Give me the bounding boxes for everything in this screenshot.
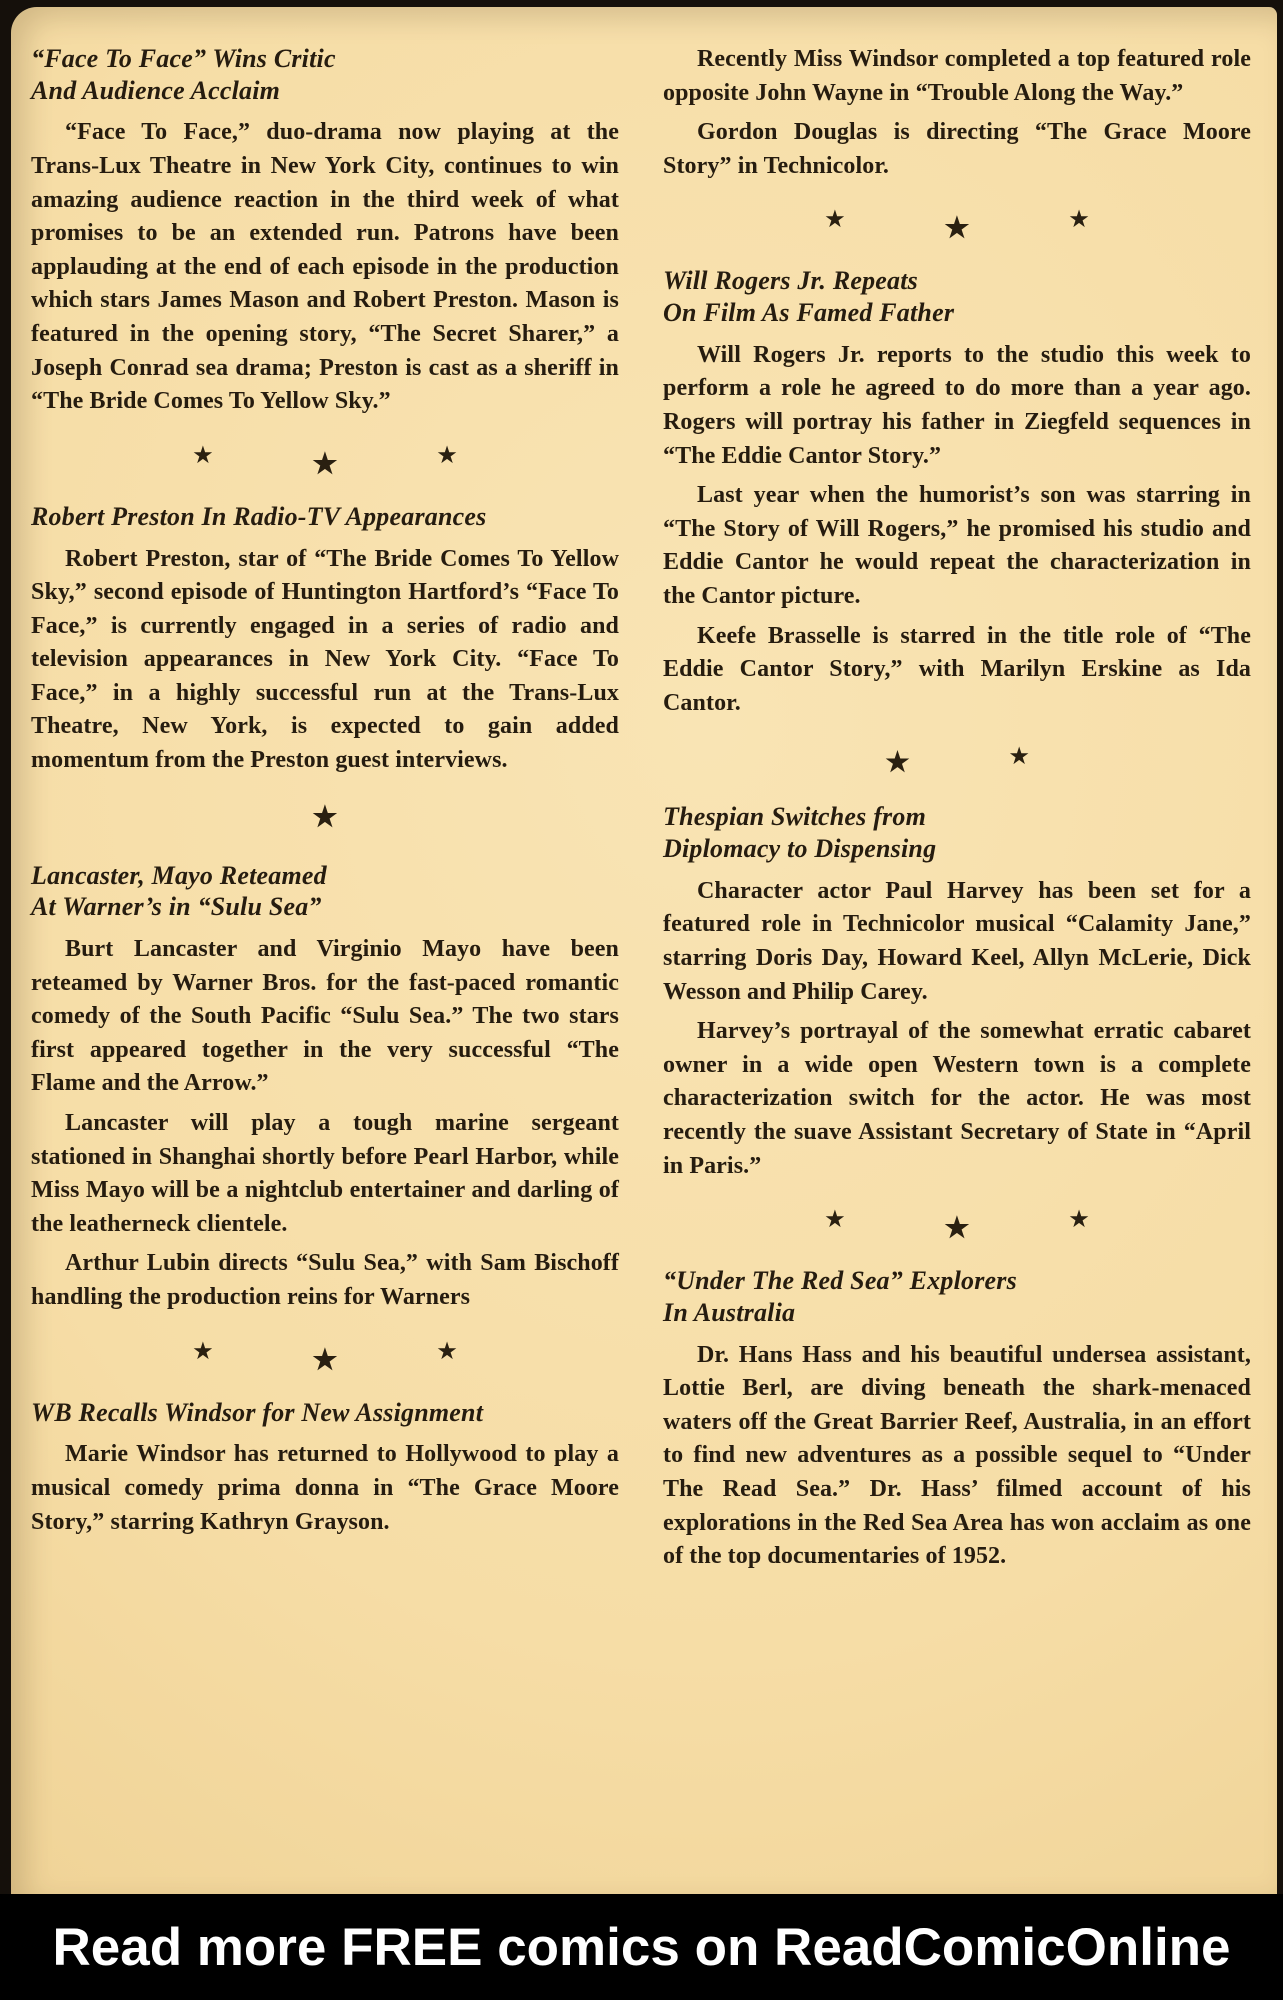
star-icon: ★	[312, 1344, 338, 1376]
article-heading: WB Recalls Windsor for New Assignment	[31, 1397, 484, 1427]
star-divider	[31, 784, 619, 848]
star-icon: ★	[885, 747, 910, 778]
star-icon: ★	[1069, 207, 1089, 232]
text-column-right	[663, 43, 1251, 1580]
star-divider	[31, 1321, 619, 1385]
star-icon: ★	[437, 1338, 457, 1363]
article-heading: “Face To Face” Wins Critic And Audience Acclaim	[31, 44, 336, 105]
article-paragraph: Dr. Hans Hass and his beautiful undersea assistant, Lottie Berl, are diving beneath the shark-menaced waters off the Great Barrier Reef, Australia, in an effort to find new adventures as a possible sequel to “Under The Read Sea.” Dr. Hass’ filmed account of his explorations in the Red Sea Area has won acclaim as one of the top documentaries of 1952.	[663, 1341, 1251, 1570]
article-heading: “Under The Red Sea” Explorers In Australia	[663, 1266, 1017, 1327]
star-icon: ★	[193, 1338, 213, 1363]
article-paragraph: Burt Lancaster and Virginio Mayo have been reteamed by Warner Bros. for the fast-paced romantic comedy of the South Pacific “Sulu Sea.” The two stars first appeared together in the very successful “The Flame and the Arrow.”	[31, 936, 619, 1097]
star-divider	[663, 1189, 1251, 1253]
star-divider	[31, 425, 619, 489]
article-heading: Thespian Switches from Diplomacy to Dispensing	[663, 802, 937, 864]
star-icon: ★	[312, 448, 338, 480]
star-divider	[663, 189, 1251, 253]
paper-background	[11, 7, 1277, 1894]
star-icon: ★	[944, 213, 970, 245]
star-icon: ★	[825, 207, 845, 232]
article-paragraph: Last year when the humorist’s son was starring in “The Story of Will Rogers,” he promised his studio and Eddie Cantor he would repeat the characterization in the Cantor picture.	[663, 482, 1251, 609]
article-paragraph: Keefe Brasselle is starred in the title role of “The Eddie Cantor Story,” with Marilyn Erskine as Ida Cantor.	[663, 622, 1251, 716]
text-column-left	[31, 43, 619, 1580]
article-paragraph: Robert Preston, star of “The Bride Comes To Yellow Sky,” second episode of Huntington Hartford’s “Face To Face,” is currently engaged in a series of radio and television appearances in New York City. “Face To Face,” in a highly successful run at the Trans-Lux Theatre, New York, is expected to gain added momentum from the Preston guest interviews.	[31, 545, 619, 774]
article-paragraph: Character actor Paul Harvey has been set for a featured role in Technicolor musical “Calamity Jane,” starring Doris Day, Howard Keel, Allyn McLerie, Dick Wesson and Philip Carey.	[663, 877, 1251, 1005]
article-paragraph: Recently Miss Windsor completed a top featured role opposite John Wayne in “Trouble Along the Way.”	[663, 46, 1251, 106]
article-paragraph: Harvey’s portrayal of the somewhat erratic cabaret owner in a wide open Western town is a complete characterization switch for the actor. He was most recently the suave Assistant Secretary of State in “April in Paris.”	[663, 1018, 1251, 1179]
star-icon: ★	[1009, 744, 1029, 769]
article-paragraph: “Face To Face,” duo-drama now playing at the Trans-Lux Theatre in New York City, continues to win amazing audience reaction in the third week of what promises to be an extended run. Patrons have been applauding at the end of each episode in the production which stars James Mason and Robert Preston. Mason is featured in the opening story, “The Secret Sharer,” a Joseph Conrad sea drama; Preston is cast as a sheriff in “The Bride Comes To Yellow Sky.”	[31, 119, 619, 415]
star-icon: ★	[437, 442, 457, 467]
article-paragraph: Will Rogers Jr. reports to the studio this week to perform a role he agreed to do more than a year ago. Rogers will portray his father in Ziegfeld sequences in “The Eddie Cantor Story.”	[663, 341, 1251, 469]
banner[interactable]	[0, 1894, 1283, 2000]
text-columns	[11, 7, 1277, 1580]
star-icon: ★	[193, 442, 213, 467]
article-paragraph: Arthur Lubin directs “Sulu Sea,” with Sam Bischoff handling the production reins for Warners	[31, 1250, 619, 1311]
article-heading: Robert Preston In Radio-TV Appearances	[31, 501, 487, 531]
banner-text[interactable]: Read more FREE comics on ReadComicOnline	[52, 1917, 1231, 1977]
star-divider	[663, 726, 1251, 789]
article-paragraph: Lancaster will play a tough marine sergeant stationed in Shanghai shortly before Pearl Harbor, while Miss Mayo will be a nightclub entertainer and darling of the leatherneck clientele.	[31, 1110, 619, 1237]
star-icon: ★	[1069, 1207, 1089, 1232]
star-icon: ★	[312, 801, 338, 833]
article-paragraph: Gordon Douglas is directing “The Grace Moore Story” in Technicolor.	[663, 119, 1251, 179]
star-icon: ★	[825, 1207, 845, 1232]
article-heading: Will Rogers Jr. Repeats On Film As Famed Father	[663, 266, 955, 328]
article-paragraph: Marie Windsor has returned to Hollywood to play a musical comedy prima donna in “The Grace Moore Story,” starring Kathryn Grayson.	[31, 1441, 619, 1535]
article-heading: Lancaster, Mayo Reteamed At Warner’s in “Sulu Sea”	[31, 860, 327, 922]
star-icon: ★	[944, 1213, 970, 1245]
